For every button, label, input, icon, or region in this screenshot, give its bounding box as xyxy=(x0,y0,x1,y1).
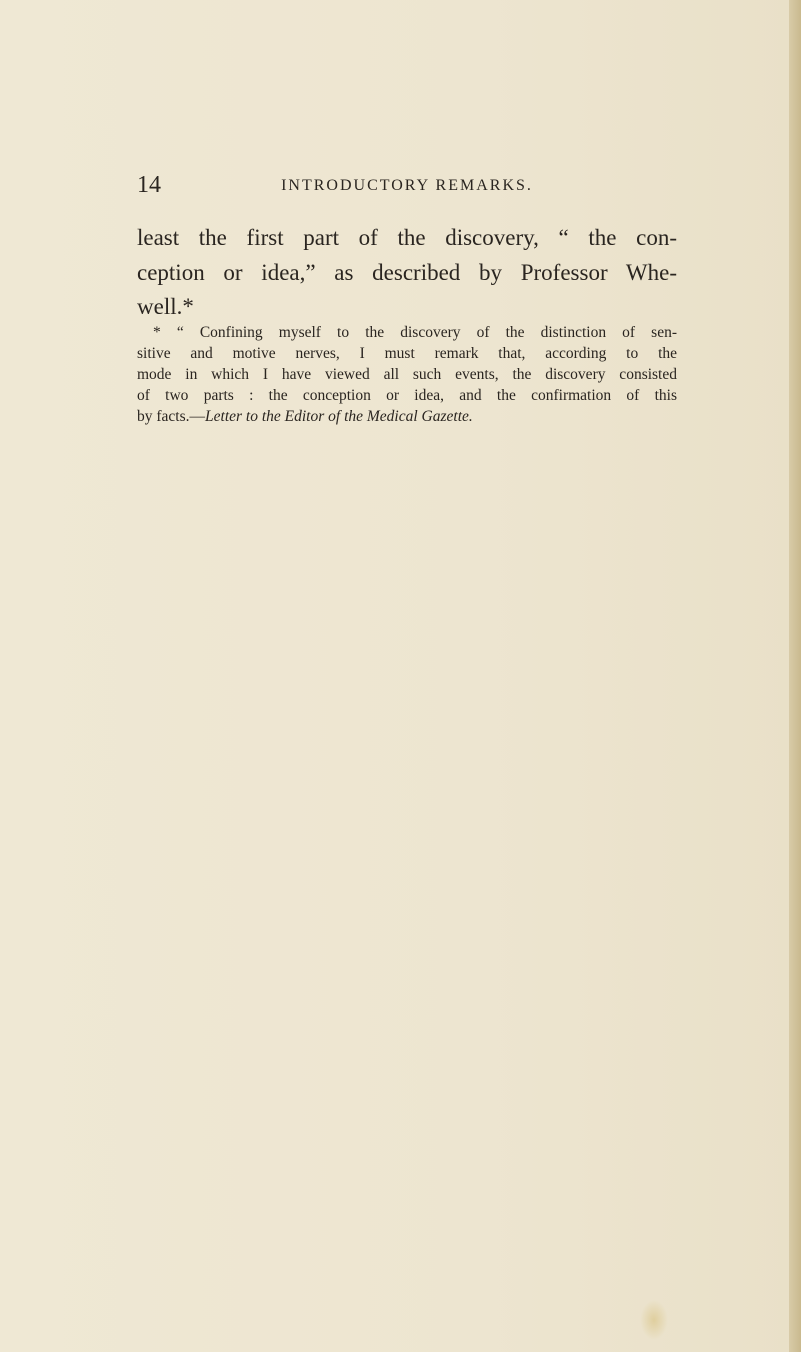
footnote-last-line xyxy=(137,406,677,427)
body-line: well.* xyxy=(137,294,194,319)
page-edge xyxy=(789,0,801,1352)
footnote-line: mode in which I have viewed all such events, the discovery consisted xyxy=(137,366,677,383)
footnote-line: of two parts : the conception or idea, and the confirmation of this xyxy=(137,387,677,404)
body-line: ception or idea,” as described by Professor Whe- xyxy=(137,259,677,285)
body-line: least the first part of the discovery, “ the con- xyxy=(137,225,677,250)
page-number: 14 xyxy=(137,172,161,198)
footnote-line: sitive and motive nerves, I must remark that, according to the xyxy=(137,345,677,362)
footnote-line: * “ Confining myself to the discovery of the distinction of sen- xyxy=(153,324,677,341)
foxing-spot xyxy=(640,1300,668,1340)
body-paragraph xyxy=(137,221,677,325)
footnote xyxy=(137,322,677,427)
page-header xyxy=(137,170,677,200)
footnote-citation-prefix: by facts.— xyxy=(137,408,206,425)
running-head: INTRODUCTORY REMARKS. xyxy=(281,177,533,194)
footnote-citation-source: Letter to the Editor of the Medical Gazette. xyxy=(205,408,473,425)
